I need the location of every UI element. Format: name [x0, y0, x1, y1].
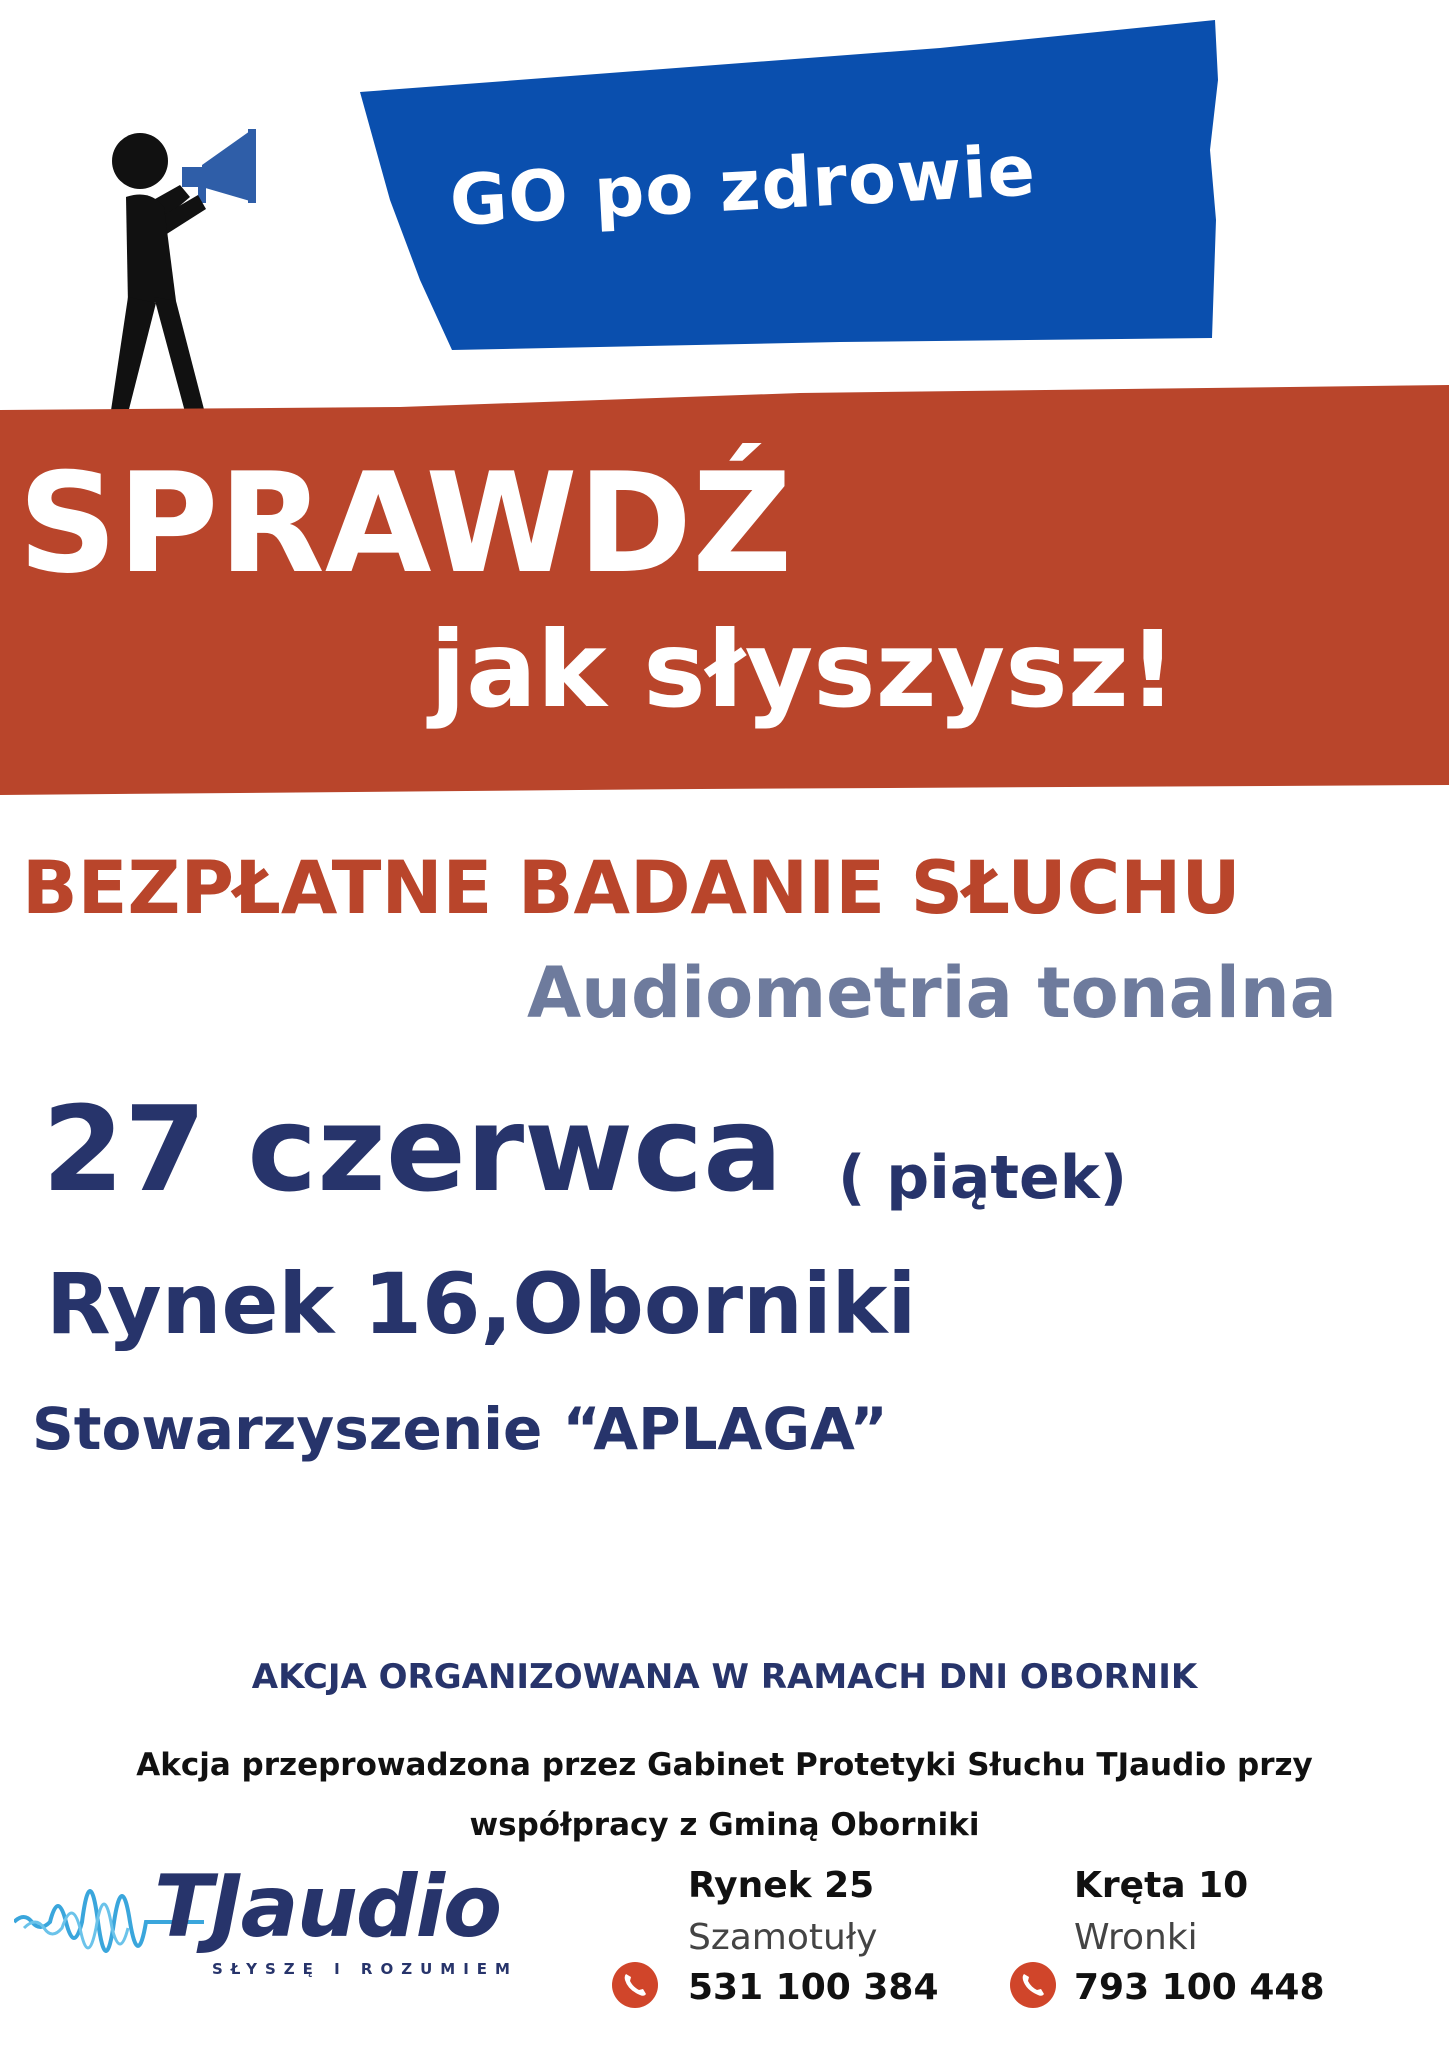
event-date: 27 czerwca: [42, 1080, 783, 1218]
location-2-city: Wronki: [1074, 1917, 1198, 1958]
phone-icon: [1010, 1962, 1056, 2008]
logo-tagline: SŁYSZĘ I ROZUMIEM: [212, 1960, 518, 1978]
event-address: Rynek 16,Oborniki: [46, 1255, 917, 1353]
service-title: BEZPŁATNE BADANIE SŁUCHU: [22, 846, 1241, 931]
phone-icon: [612, 1962, 658, 2008]
campaign-note: AKCJA ORGANIZOWANA W RAMACH DNI OBORNIK: [251, 1657, 1198, 1697]
location-2-phone[interactable]: 793 100 448: [1074, 1967, 1325, 2008]
campaign-banner-text: GO po zdrowie: [447, 129, 1038, 242]
tjaudio-logo: [14, 1850, 534, 1990]
service-subtitle: Audiometria tonalna: [527, 952, 1337, 1034]
logo-name: TJaudio: [154, 1857, 501, 1957]
campaign-description: Akcja przeprowadzona przez Gabinet Protetyki Słuchu TJaudio przy współpracy z Gminą Oborniki: [136, 1747, 1313, 1843]
location-1-city: Szamotuły: [688, 1917, 878, 1958]
event-day: ( piątek): [838, 1143, 1128, 1213]
location-1-phone[interactable]: 531 100 384: [688, 1967, 939, 2008]
location-2-street: Kręta 10: [1074, 1865, 1249, 1906]
headline-line-2: jak słyszysz!: [430, 609, 1177, 731]
event-organizer: Stowarzyszenie “APLAGA”: [32, 1395, 888, 1463]
headline-line-1: SPRAWDŹ: [18, 443, 793, 604]
location-1-street: Rynek 25: [688, 1865, 875, 1906]
